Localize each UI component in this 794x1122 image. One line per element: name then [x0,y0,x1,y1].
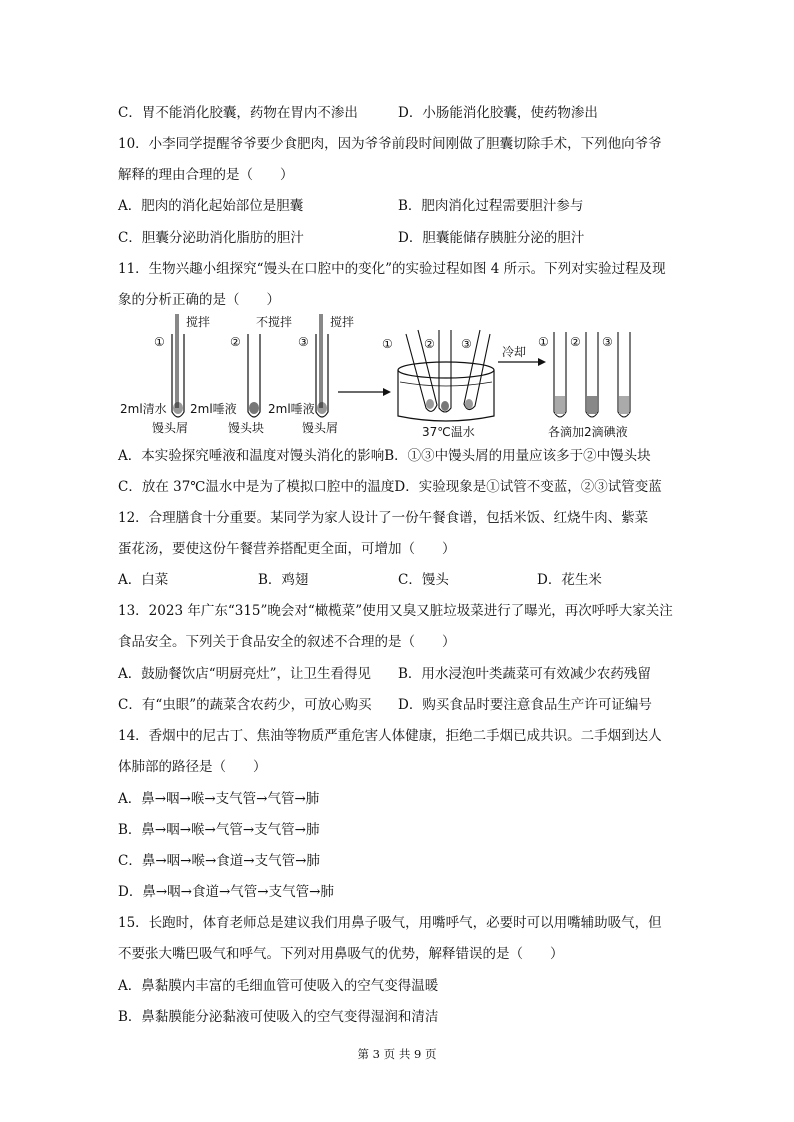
q14-option-c: C．鼻→咽→喉→食道→支气管→肺 [118,853,320,869]
final-tube-1-number: ① [538,335,549,349]
test-tube-3 [316,314,328,417]
q15-stem: 15．长跑时，体育老师总是建议我们用鼻子吸气，用嘴呼气，必要时可以用嘴辅助吸气，但 [118,915,662,931]
tube-3-solid-label: 馒头屑 [302,421,339,435]
q10-option-d: D．胆囊能储存胰脏分泌的胆汁 [398,230,585,246]
q13-option-b: B．用水浸泡叶类蔬菜可有效减少农药残留 [398,666,651,682]
final-test-tubes [554,332,630,417]
q11-stem-cont: 象的分析正确的是（ ） [118,292,280,308]
q12-option-c: C．馒头 [398,572,449,588]
tube-3-number: ③ [298,335,309,349]
q11-options-cd: C．放在 37℃温水中是为了模拟口腔中的温度D．实验现象是①试管不变蓝，②③试管变蓝 [118,479,662,495]
q10-stem: 10．小李同学提醒爷爷要少食肥肉，因为爷爷前段时间刚做了胆囊切除手术，下列他向爷爷 [118,136,662,152]
test-tube-1 [172,314,184,417]
cooling-label: 冷却 [502,345,527,359]
q12-stem-cont: 蛋花汤，要使这份午餐营养搭配更全面，可增加（ ） [118,541,456,557]
q12-stem: 12．合理膳食十分重要。某同学为家人设计了一份午餐食谱，包括米饭、红烧牛肉、紫菜 [118,510,649,526]
q13-option-c: C．有“虫眼”的蔬菜含农药少，可放心购买 [118,697,372,713]
no-stir-label: 不搅拌 [256,315,293,329]
final-tube-3-number: ③ [602,335,613,349]
tube-1-solid-label: 馒头屑 [152,421,189,435]
q14-stem-cont: 体肺部的路径是（ ） [118,759,267,775]
tube-1-number: ① [154,335,165,349]
q13-stem-cont: 食品安全。下列关于食品安全的叙述不合理的是（ ） [118,634,456,650]
q10-option-c: C．胆囊分泌助消化脂肪的胆汁 [118,230,304,246]
tube-2-number: ② [230,335,241,349]
bath-tube-1-number: ① [382,337,393,351]
q14-option-d: D．鼻→咽→食道→气管→支气管→肺 [118,884,334,900]
q11-stem: 11．生物兴趣小组探究“馒头在口腔中的变化”的实验过程如图 4 所示。下列对实验过程及现 [118,261,666,277]
stir-label-3: 搅拌 [330,315,355,329]
bath-tube-2-number: ② [424,337,435,351]
q12-option-a: A．白菜 [118,572,169,588]
q14-option-a: A．鼻→咽→喉→支气管→气管→肺 [118,791,320,807]
q14-option-b: B．鼻→咽→喉→气管→支气管→肺 [118,822,320,838]
test-tube-2 [248,334,260,417]
arrow-cooling [498,358,546,366]
tube-3-liquid-label: 2ml唾液 [268,402,315,416]
q13-option-a: A．鼓励餐饮店“明厨亮灶”，让卫生看得见 [118,666,372,682]
q10-stem-cont: 解释的理由合理的是（ ） [118,167,294,183]
q13-option-d: D．购买食品时要注意食品生产许可证编号 [398,697,652,713]
q13-stem: 13．2023 年广东“315”晚会对“橄榄菜”使用又臭又脏垃圾菜进行了曝光，再次呼呼大家关注 [118,603,673,619]
q11-options-ab: A．本实验探究唾液和温度对馒头消化的影响B．①③中馒头屑的用量应该多于②中馒头块 [118,448,651,464]
q11-experiment-figure [118,312,678,442]
q10-option-b: B．肥肉消化过程需要胆汁参与 [398,198,584,214]
q14-stem: 14．香烟中的尼古丁、焦油等物质严重危害人体健康，拒绝二手烟已成共识。二手烟到达人 [118,728,662,744]
q12-option-d: D．花生米 [537,572,602,588]
page-footer: 第 3 页 共 9 页 [357,1047,437,1061]
q15-stem-cont: 不要张大嘴巴吸气和呼气。下列对用鼻吸气的优势，解释错误的是（ ） [118,946,564,962]
tube-2-solid-label: 馒头块 [228,421,265,435]
water-bath-beaker [398,330,494,421]
q12-option-b: B．鸡翅 [258,572,309,588]
arrow-to-water-bath [338,388,391,396]
tube-2-liquid-label: 2ml唾液 [190,402,237,416]
water-bath-label: 37℃温水 [422,425,475,439]
q9-option-c: C．胃不能消化胶囊，药物在胃内不渗出 [118,105,358,121]
tube-1-liquid-label: 2ml清水 [120,402,167,416]
q15-option-a: A．鼻黏膜内丰富的毛细血管可使吸入的空气变得温暖 [118,978,439,994]
q10-option-a: A．肥肉的消化起始部位是胆囊 [118,198,304,214]
bath-tube-3-number: ③ [461,337,472,351]
stir-label-1: 搅拌 [186,315,211,329]
final-tube-2-number: ② [570,335,581,349]
iodine-label: 各滴加2滴碘液 [548,425,628,439]
q9-option-d: D．小肠能消化胶囊，使药物渗出 [398,105,598,121]
q15-option-b: B．鼻黏膜能分泌黏液可使吸入的空气变得湿润和清洁 [118,1009,439,1025]
